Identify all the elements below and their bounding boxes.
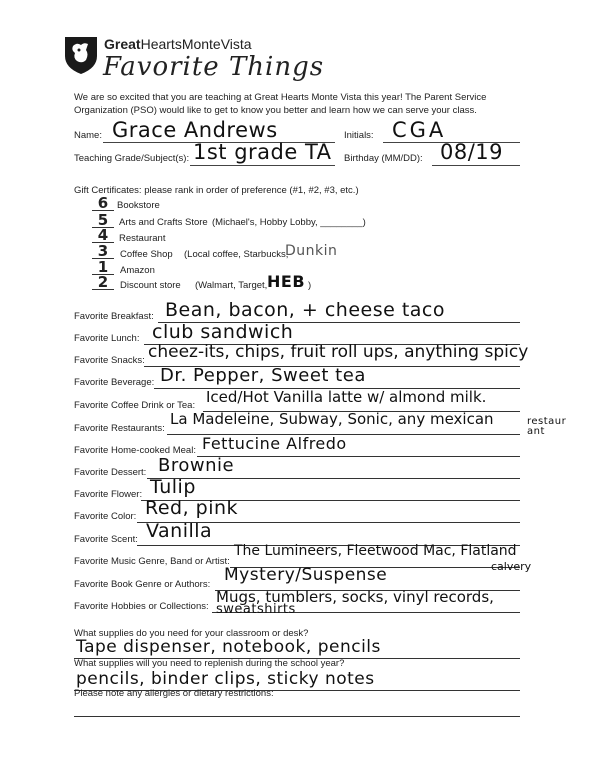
initials-field[interactable]: CGA xyxy=(392,118,447,142)
grade-line xyxy=(190,165,335,166)
favorite-snacks-field[interactable]: cheez-its, chips, fruit roll ups, anything spicy xyxy=(148,342,529,362)
rank-field[interactable]: 4 xyxy=(97,226,109,244)
favorite-lunch-field[interactable]: club sandwich xyxy=(152,321,294,343)
birthday-label: Birthday (MM/DD): xyxy=(344,153,423,164)
favorite-label: Favorite Snacks: xyxy=(74,355,145,366)
name-field[interactable]: Grace Andrews xyxy=(112,118,278,142)
gift-extra: (Local coffee, Starbucks, xyxy=(184,249,289,260)
gift-extra: (Walmart, Target, xyxy=(195,280,268,291)
favorite-restaurants-field[interactable]: La Madeleine, Subway, Sonic, any mexican xyxy=(170,410,494,428)
initials-label: Initials: xyxy=(344,130,374,141)
gift-label: Amazon xyxy=(120,265,155,276)
favorite-dessert-field[interactable]: Brownie xyxy=(158,455,235,476)
gift-label: Bookstore xyxy=(117,200,160,211)
gift-label: Arts and Crafts Store xyxy=(119,217,208,228)
brand-name xyxy=(104,36,252,52)
supplies-question-replenish: What supplies will you need to replenish during the school year? xyxy=(74,658,345,669)
favorite-breakfast-field[interactable]: Bean, bacon, + cheese taco xyxy=(165,299,446,321)
supplies-answer-replenish[interactable]: pencils, binder clips, sticky notes xyxy=(76,669,375,689)
favorite-label: Favorite Music Genre, Band or Artist: xyxy=(74,556,230,567)
favorite-beverage-field[interactable]: Dr. Pepper, Sweet tea xyxy=(160,365,366,386)
intro-line-2: Organization (PSO) would like to get to know you better and learn how we can serve your class. xyxy=(74,105,477,116)
rank-field[interactable]: 1 xyxy=(97,258,109,276)
birthday-line xyxy=(432,165,520,166)
favorite-label: Favorite Scent: xyxy=(74,534,138,545)
name-label: Name: xyxy=(74,130,102,141)
crest-icon xyxy=(62,34,100,76)
favorite-label: Favorite Color: xyxy=(74,511,137,522)
birthday-field[interactable]: 08/19 xyxy=(440,140,504,164)
discount-close-paren: ) xyxy=(308,280,312,291)
favorite-label: Favorite Restaurants: xyxy=(74,423,165,434)
favorite-color-field[interactable]: Red, pink xyxy=(145,497,239,519)
gift-label: Coffee Shop xyxy=(120,249,173,260)
favorite-label: Favorite Beverage: xyxy=(74,377,155,388)
gift-label: Discount store xyxy=(120,280,181,291)
intro-line-1: We are so excited that you are teaching at Great Hearts Monte Vista this year! The Parent Service xyxy=(74,92,487,103)
favorite-label: Favorite Dessert: xyxy=(74,467,147,478)
page-title: Favorite Things xyxy=(103,52,325,82)
favorite-scent-field[interactable]: Vanilla xyxy=(146,520,213,542)
favorite-meal-field[interactable]: Fettucine Alfredo xyxy=(202,434,347,453)
rank-field[interactable]: 5 xyxy=(97,211,109,229)
brand-name-bold: Great xyxy=(104,36,141,52)
favorite-label: Favorite Flower: xyxy=(74,489,143,500)
favorite-hobbies-overflow[interactable]: sweatshirts xyxy=(216,602,296,617)
gift-heading: Gift Certificates: please rank in order of preference (#1, #2, #3, etc.) xyxy=(74,185,359,196)
gift-label: Restaurant xyxy=(119,233,166,244)
discount-write-in[interactable]: HEB xyxy=(267,272,306,291)
favorite-flower-field[interactable]: Tulip xyxy=(150,476,196,498)
school-crest-logo xyxy=(62,34,100,76)
rank-field[interactable]: 2 xyxy=(97,273,109,291)
favorite-books-field[interactable]: Mystery/Suspense xyxy=(224,565,388,585)
favorite-label: Favorite Lunch: xyxy=(74,333,140,344)
grade-label: Teaching Grade/Subject(s): xyxy=(74,153,190,164)
allergies-question: Please note any allergies or dietary restrictions: xyxy=(74,688,274,699)
favorite-music-field[interactable]: The Lumineers, Fleetwood Mac, Flatland xyxy=(234,543,517,559)
rank-field[interactable]: 3 xyxy=(97,242,109,260)
supplies-question-classroom: What supplies do you need for your classroom or desk? xyxy=(74,628,309,639)
favorite-hobbies-field[interactable]: Mugs, tumblers, socks, vinyl records, xyxy=(216,588,494,606)
favorite-label: Favorite Book Genre or Authors: xyxy=(74,579,211,590)
favorite-label: Favorite Hobbies or Collections: xyxy=(74,601,209,612)
rank-field[interactable]: 6 xyxy=(97,194,109,212)
brand-name-rest: HeartsMonteVista xyxy=(140,36,252,52)
coffee-write-in[interactable]: Dunkin xyxy=(285,243,338,259)
favorite-label: Favorite Home-cooked Meal: xyxy=(74,445,196,456)
grade-field[interactable]: 1st grade TA xyxy=(193,140,332,164)
favorite-coffee-field[interactable]: Iced/Hot Vanilla latte w/ almond milk. xyxy=(206,388,487,406)
favorite-label: Favorite Breakfast: xyxy=(74,311,154,322)
supplies-answer-classroom[interactable]: Tape dispenser, notebook, pencils xyxy=(76,637,381,657)
favorite-restaurants-overflow[interactable]: restaurant xyxy=(527,416,567,437)
gift-extra: (Michael's, Hobby Lobby, ________) xyxy=(212,217,366,228)
favorite-music-overflow[interactable]: calvery xyxy=(491,560,532,573)
favorite-label: Favorite Coffee Drink or Tea: xyxy=(74,400,196,411)
